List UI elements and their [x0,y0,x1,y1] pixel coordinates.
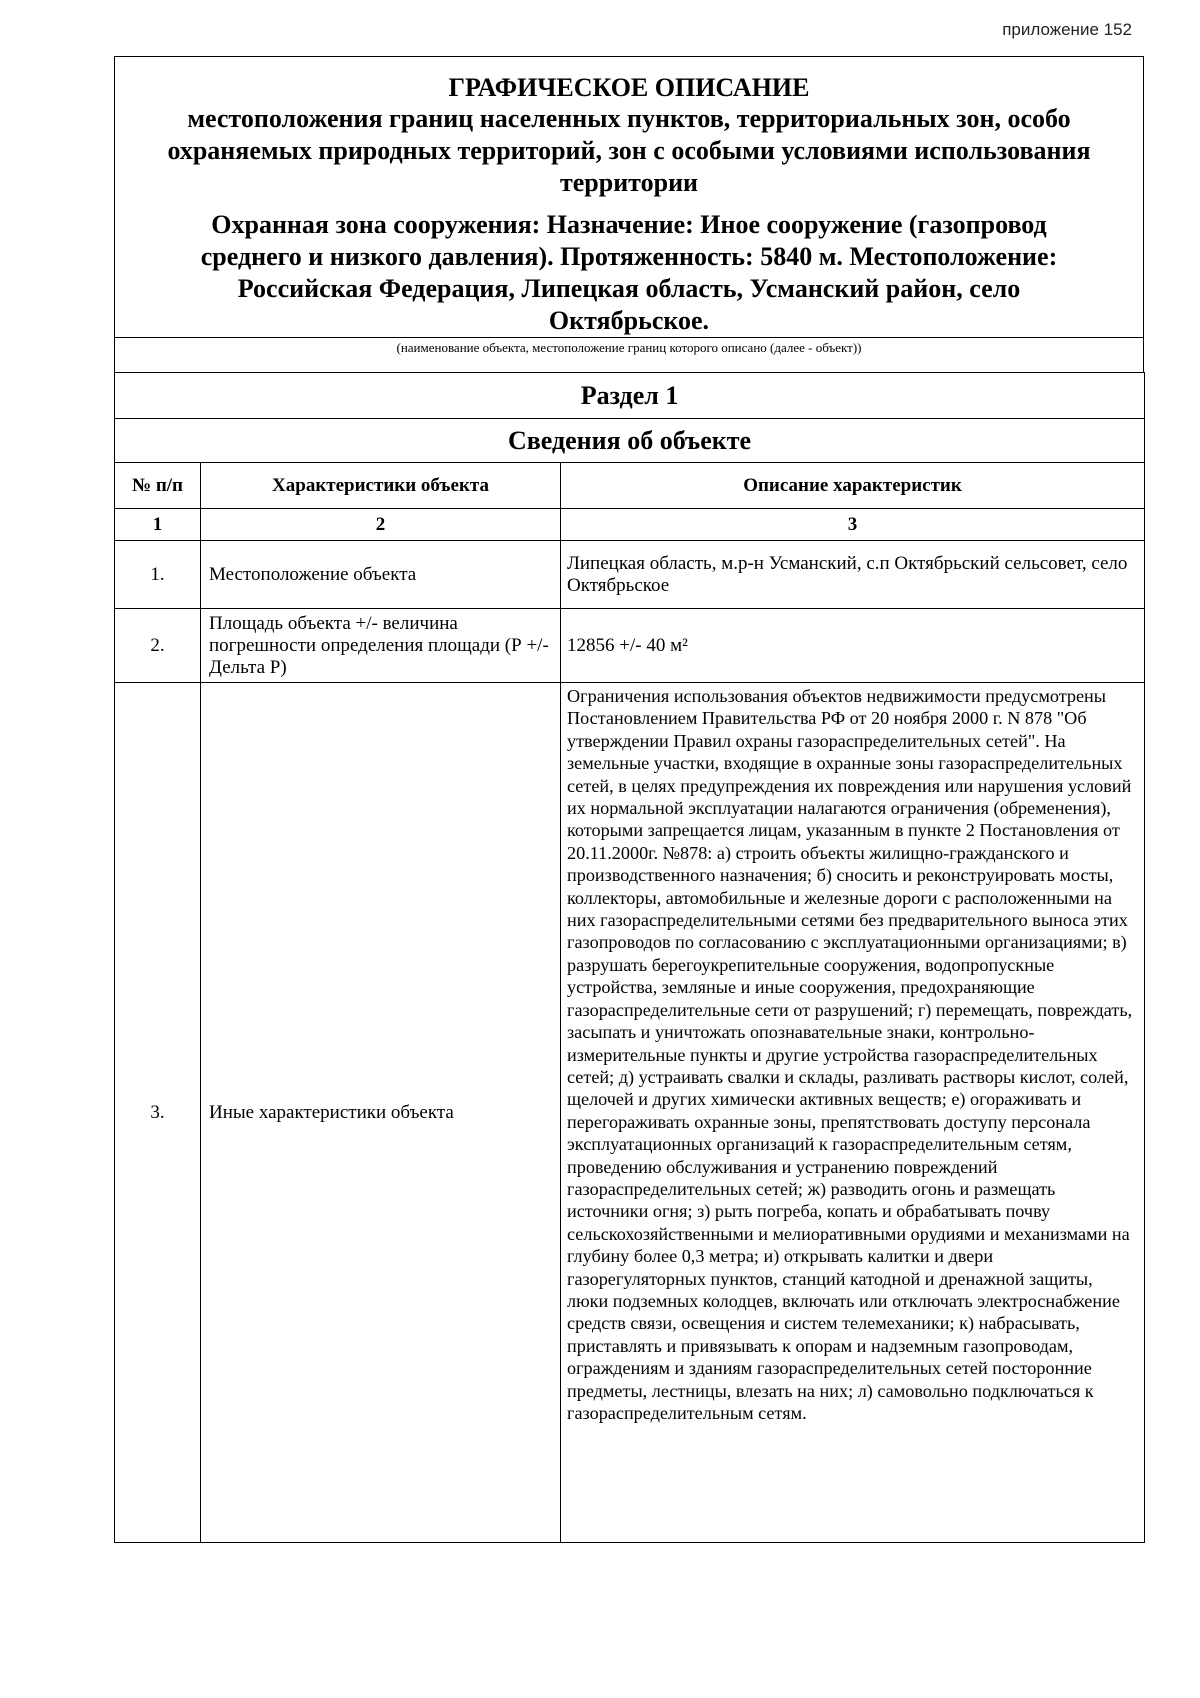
row-number: 1. [115,541,201,609]
column-number: 3 [561,509,1145,541]
document-title: ГРАФИЧЕСКОЕ ОПИСАНИЕ [448,73,810,102]
column-header-description: Описание характеристик [561,463,1145,509]
table-row [115,609,1145,683]
column-number: 1 [115,509,201,541]
section-title: Раздел 1 [115,373,1145,419]
row-description: Ограничения использования объектов недвижимости предусмотрены Постановлением Правительства РФ от 20 ноября 2000 г. N 878 "Об утверждении Правил охраны газораспределительных сетей". На земельные участки, входящие в охранные зоны газораспределительных сетей, в целях предупреждения их повреждения или нарушения условий их нормальной эксплуатации налагаются ограничения (обременения), которыми запрещается лицам, указанным в пункте 2 Постановления от 20.11.2000г. №878: а) строить объекты жилищно-гражданского и производственного назначения; б) сносить и реконструировать мосты, коллекторы, автомобильные и железные дороги с расположенными на них газораспределительными сетями без предварительного выноса этих газопроводов по согласованию с эксплуатационными организациями; в) разрушать берегоукрепительные сооружения, водопропускные устройства, земляные и иные сооружения, предохраняющие газораспределительные сети от разрушений; г) перемещать, повреждать, засыпать и уничтожать опознавательные знаки, контрольно-измерительные пункты и другие устройства газораспределительных сетей; д) устраивать свалки и склады, разливать растворы кислот, солей, щелочей и других химически активных веществ; е) огораживать и перегораживать охранные зоны, препятствовать доступу персонала эксплуатационных организаций к газораспределительным сетям, проведению обслуживания и устранению повреждений газораспределительных сетей; ж) разводить огонь и размещать источники огня; з) рыть погреба, копать и обрабатывать почву сельскохозяйственными и мелиоративными орудиями и механизмами на глубину более 0,3 метра; и) открывать калитки и двери газорегуляторных пунктов, станций катодной и дренажной защиты, люки подземных колодцев, включать или отключать электроснабжение средств связи, освещения и систем телемеханики; к) набрасывать, приставлять и привязывать к опорам и надземным газопроводам, ограждениям и зданиям газораспределительных сетей посторонние предметы, лестницы, влезать на них; л) самовольно подключаться к газораспределительным сетям. [561,683,1145,1543]
appendix-label: приложение 152 [1002,20,1132,39]
document-subtitle: местоположения границ населенных пунктов, территориальных зон, особо охраняемых природных территорий, зон с особыми условиями использования территории [167,104,1091,197]
object-name-note: (наименование объекта, местоположение границ которого описано (далее - объект)) [115,337,1143,372]
row-characteristic: Местоположение объекта [201,541,561,609]
column-number: 2 [201,509,561,541]
document-frame [114,56,1144,1543]
section-subtitle: Сведения об объекте [115,419,1145,463]
row-number: 3. [115,683,201,1543]
row-description: 12856 +/- 40 м² [561,609,1145,683]
column-header-characteristic: Характеристики объекта [201,463,561,509]
row-characteristic: Иные характеристики объекта [201,683,561,1543]
column-header-number: № п/п [115,463,201,509]
document-header [114,56,1144,372]
table-row [115,683,1145,1543]
object-name: Охранная зона сооружения: Назначение: Иное сооружение (газопровод среднего и низкого давления). Протяженность: 5840 м. Местоположение: Российская Федерация, Липецкая область, Усманский район, село Октябрьское. [200,210,1058,335]
table-header-row [115,463,1145,509]
object-info-table [114,372,1145,1543]
column-numbers-row [115,509,1145,541]
row-description: Липецкая область, м.р-н Усманский, с.п Октябрьский сельсовет, село Октябрьское [561,541,1145,609]
table-row [115,541,1145,609]
row-number: 2. [115,609,201,683]
row-characteristic: Площадь объекта +/- величина погрешности определения площади (Р +/- Дельта Р) [201,609,561,683]
